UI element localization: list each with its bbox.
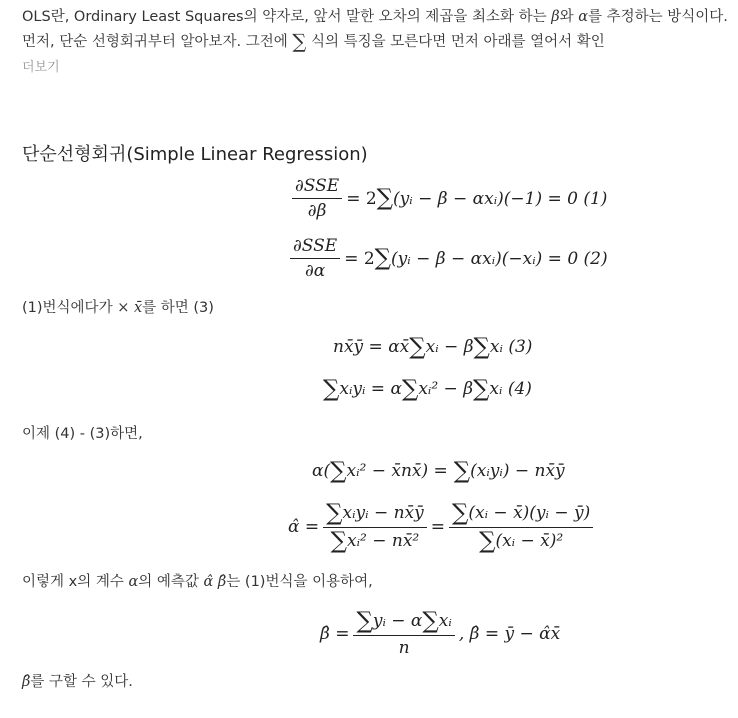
equation-6: α̂ = $\frac{\text{∑xᵢyᵢ − nx̄ȳ}}{\text{∑xᵢ² − nx̄²}}$ = $\frac{\text{∑(xᵢ − x̄)(yᵢ − ȳ)}}{\text{∑(xᵢ − x̄)²}}$ [288, 502, 597, 553]
eq2-rhs-pre: = 2 [344, 248, 375, 269]
equation-4 [323, 378, 532, 401]
alpha-symbol: α [578, 9, 589, 25]
text-conclusion [22, 671, 133, 693]
text4-after: 를 구할 수 있다. [30, 674, 133, 690]
eq6-sum-3: ∑ [452, 500, 469, 526]
eq4-sum-3: ∑ [473, 376, 490, 402]
eq6-fraction-2 [449, 502, 593, 553]
eq7-num [353, 610, 454, 636]
eq3-sum-1: ∑ [409, 334, 426, 360]
equation-7 [320, 610, 560, 658]
eq7-sum-1: ∑ [356, 608, 373, 634]
eq2-fraction [290, 236, 340, 281]
eq6-frac2-den [476, 528, 566, 553]
intro-text-4: 먼저, 단순 선형회귀부터 알아보자. 그전에 [22, 34, 293, 50]
text3-hats: α̂ β̂ [203, 574, 227, 590]
eq6-frac2-den-text: (xᵢ − x̄)² [495, 530, 564, 551]
text3-alpha: α [128, 574, 139, 590]
text-subtract: 이제 (4) - (3)하면, [22, 426, 143, 442]
text1-before: (1)번식에다가 [22, 300, 118, 316]
text-alpha-hat [22, 571, 373, 593]
text3-mid: 의 예측값 [138, 574, 204, 590]
text3-pre: 이렇게 x의 계수 [22, 574, 129, 590]
eq3-sum-2: ∑ [473, 334, 490, 360]
eq1-fraction [292, 176, 342, 221]
eq1-numerator: ∂SSE [292, 176, 342, 199]
eq6-frac1-den [328, 528, 423, 553]
eq3-mid-2: xᵢ (3) [489, 337, 533, 358]
text-multiply-xbar [22, 297, 214, 319]
eq6-frac2-num-text: (xᵢ − x̄)(yᵢ − ȳ) [468, 503, 591, 523]
more-link[interactable]: 더보기 [22, 60, 60, 75]
eq7-lhs: β̂ = [320, 623, 350, 644]
eq1-rhs-body: (yᵢ − β − αxᵢ)(−1) = 0 (1) [393, 188, 608, 209]
eq1-sum: ∑ [376, 185, 394, 212]
eq7-sum-2: ∑ [422, 608, 439, 634]
eq2-numerator: ∂SSE [290, 236, 340, 259]
equation-1 [288, 176, 607, 221]
eq4-sum-1: ∑ [323, 376, 340, 402]
eq6-frac1-num-text: xᵢyᵢ − nx̄ȳ [342, 503, 424, 523]
intro-text-3: 를 추정하는 방식이다. [588, 9, 728, 25]
intro-line-1 [22, 6, 728, 28]
equation-2 [286, 236, 608, 281]
intro-line-2 [22, 31, 605, 53]
eq5-rhs-body: (xᵢyᵢ) − nx̄ȳ [470, 461, 565, 482]
eq7-num-a: yᵢ − α [372, 611, 423, 631]
eq6-fraction-1 [323, 502, 427, 553]
section-heading: 단순선형회귀(Simple Linear Regression) [22, 144, 368, 165]
eq4-mid-2: xᵢ² − β [418, 379, 474, 400]
eq6-lhs: α̂ = [288, 517, 320, 538]
equation-3 [333, 336, 532, 359]
eq4-mid-3: xᵢ (4) [489, 379, 532, 400]
eq1-rhs-pre: = 2 [346, 188, 377, 209]
equation-5 [312, 460, 565, 483]
text4-beta-hat: β̂ [22, 674, 31, 690]
beta-symbol: β [551, 9, 560, 25]
text3-after: 는 (1)번식을 이용하여, [226, 574, 373, 590]
eq5-lhs-pre: α( [312, 461, 331, 482]
eq6-frac1-num [323, 502, 427, 528]
eq5-sum-1: ∑ [330, 458, 347, 484]
intro-text-1: OLS란, Ordinary Least Squares의 약자로, 앞서 말한 오차의 제곱을 최소화 하는 [22, 9, 552, 25]
eq7-fraction [353, 610, 454, 658]
eq5-lhs-body: xᵢ² − x̄nx̄) = [346, 461, 448, 482]
intro-text-5: 식의 특징을 모른다면 먼저 아래를 열어서 확인 [306, 34, 605, 50]
eq2-denominator: ∂α [304, 261, 326, 281]
eq7-den: n [398, 637, 410, 658]
eq4-mid-1: xᵢyᵢ = α [339, 379, 402, 400]
eq6-frac1-den-text: xᵢ² − nx̄² [347, 530, 420, 551]
eq5-sum-2: ∑ [453, 458, 471, 484]
eq3-lhs: nx̄ȳ = αx̄ [333, 337, 410, 358]
eq6-sum-1: ∑ [326, 500, 343, 526]
intro-text-2: 와 [559, 9, 579, 25]
eq6-sum-2: ∑ [330, 527, 348, 554]
sum-symbol: ∑ [292, 30, 307, 53]
eq7-rhs: , β̂ = ȳ − α̂x̄ [458, 623, 561, 644]
eq6-frac2-num [449, 502, 593, 528]
eq2-rhs-body: (yᵢ − β − αxᵢ)(−xᵢ) = 0 (2) [391, 248, 608, 269]
eq7-num-b: xᵢ [438, 611, 452, 631]
eq6-sum-4: ∑ [479, 527, 496, 554]
eq2-sum: ∑ [374, 245, 392, 272]
text1-math: × x̄ [117, 300, 143, 316]
eq4-sum-2: ∑ [401, 376, 419, 402]
eq1-denominator: ∂β [307, 201, 327, 221]
eq3-mid-1: xᵢ − β [425, 337, 474, 358]
text1-after: 를 하면 (3) [142, 300, 214, 316]
